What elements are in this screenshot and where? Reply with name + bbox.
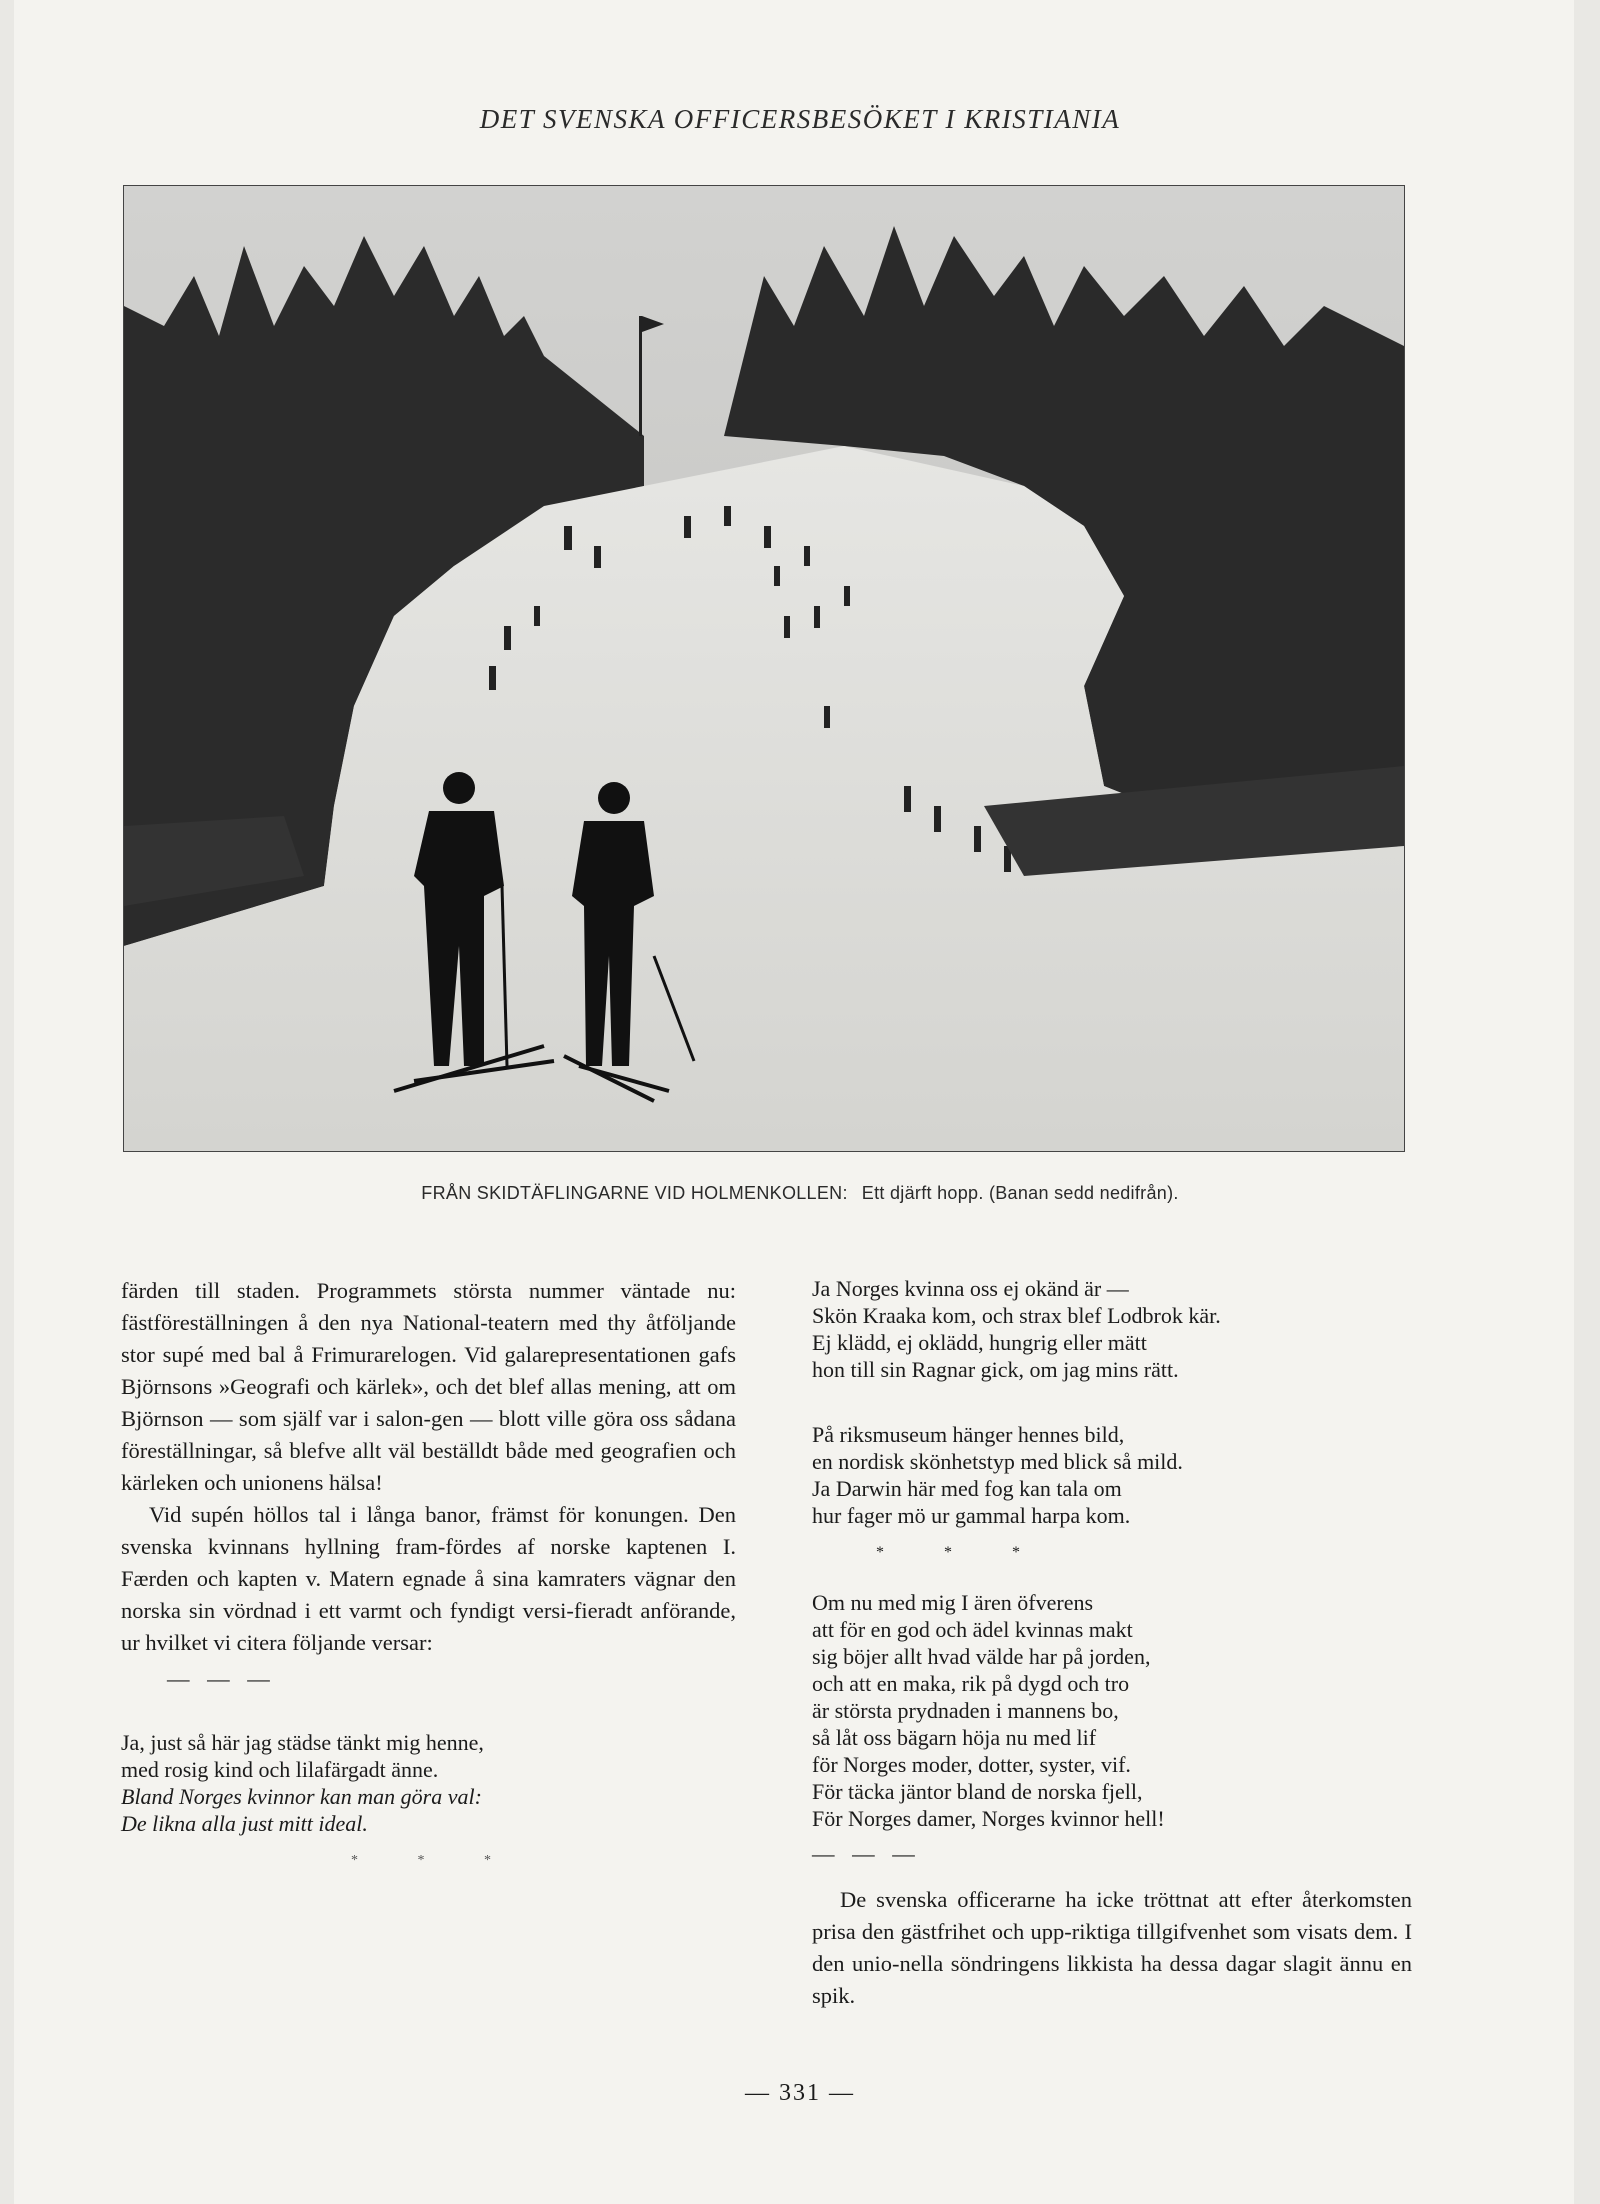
verse-line: Skön Kraaka kom, och strax blef Lodbrok kär. (812, 1303, 1221, 1328)
holmenkollen-photo-illustration (124, 186, 1404, 1151)
verse-line: På riksmuseum hänger hennes bild, (812, 1422, 1125, 1447)
right-stanza-2 (812, 1421, 1412, 1529)
left-paragraph-2: Vid supén höllos tal i långa banor, främst för konungen. Den svenska kvinnans hyllning fram-fördes af norske kaptenen I. Færden och kapten v. Matern egnade å sina kamraters vägnar den norska sin vördnad i ett varmt och fyndigt versi-fieradt anförande, ur hvilket vi citera följande versar: (121, 1502, 736, 1655)
right-closing-paragraph: De svenska officerarne ha icke tröttnat att efter återkomsten prisa den gästfrihet och upp-riktiga tillgifvenhet som visats dem. I den unio-nella söndringens likkista ha dessa dagar slagit ännu en spik. (812, 1887, 1412, 2008)
verse-line: så låt oss bägarn höja nu med lif (812, 1725, 1097, 1750)
right-dash-separator: — — — (812, 1841, 921, 1866)
verse-line: Om nu med mig I ären öfverens (812, 1590, 1094, 1615)
verse-line: Ej klädd, ej oklädd, hungrig eller mätt (812, 1330, 1147, 1355)
verse-line: att för en god och ädel kvinnas makt (812, 1617, 1133, 1642)
caption-main: FRÅN SKIDTÄFLINGARNE VID HOLMENKOLLEN: (421, 1183, 848, 1203)
verse-line: med rosig kind och lilafärgadt änne. (121, 1757, 439, 1782)
right-asterism: * * * (876, 1544, 1048, 1561)
page-number: — 331 — (745, 2080, 855, 2106)
verse-line: hur fager mö ur gammal harpa kom. (812, 1503, 1131, 1528)
right-stanza-1 (812, 1275, 1412, 1383)
verse-line: en nordisk skönhetstyp med blick så mild. (812, 1449, 1183, 1474)
verse-line: hon till sin Ragnar gick, om jag mins rätt. (812, 1357, 1179, 1382)
verse-line: För Norges damer, Norges kvinnor hell! (812, 1806, 1165, 1831)
verse-line: De likna alla just mitt ideal. (121, 1811, 368, 1836)
left-verse (121, 1729, 736, 1837)
caption-rest: Ett djärft hopp. (Banan sedd nedifrån). (861, 1183, 1179, 1203)
right-stanza-3 (812, 1589, 1412, 1832)
verse-line: och att en maka, rik på dygd och tro (812, 1671, 1130, 1696)
running-head: DET SVENSKA OFFICERSBESÖKET I KRISTIANIA (479, 104, 1121, 134)
left-paragraph-1: färden till staden. Programmets största nummer väntade nu: fästföreställningen å den nya National-teatern med thy åtföljande stor supé med bal å Frimurarelogen. Vid galarepresentationen gafs Björnsons »Geografi och kärlek», och det blef allas mening, att om Björnson — som själf var i salon-gen — blott ville göra oss sådana föreställningar, så blefve allt väl beställdt både med geografien och kärleken och unionens hälsa! (121, 1278, 736, 1495)
right-column (812, 1275, 1412, 2012)
verse-line: Ja Norges kvinna oss ej okänd är — (812, 1276, 1129, 1301)
verse-line: är största prydnaden i mannens bo, (812, 1698, 1119, 1723)
verse-line: Ja Darwin här med fog kan tala om (812, 1476, 1122, 1501)
verse-line: Bland Norges kvinnor kan man göra val: (121, 1784, 482, 1809)
verse-line: Ja, just så här jag städse tänkt mig henne, (121, 1730, 484, 1755)
verse-line: För täcka jäntor bland de norska fjell, (812, 1779, 1143, 1804)
left-asterism: * * * (351, 1853, 519, 1868)
verse-line: sig böjer allt hvad välde har på jorden, (812, 1644, 1151, 1669)
left-column (121, 1275, 736, 1871)
verse-line: för Norges moder, dotter, syster, vif. (812, 1752, 1131, 1777)
left-dash-separator: — — — (167, 1666, 276, 1691)
figure-caption (0, 1183, 1600, 1204)
ski-jump-photograph (123, 185, 1405, 1152)
